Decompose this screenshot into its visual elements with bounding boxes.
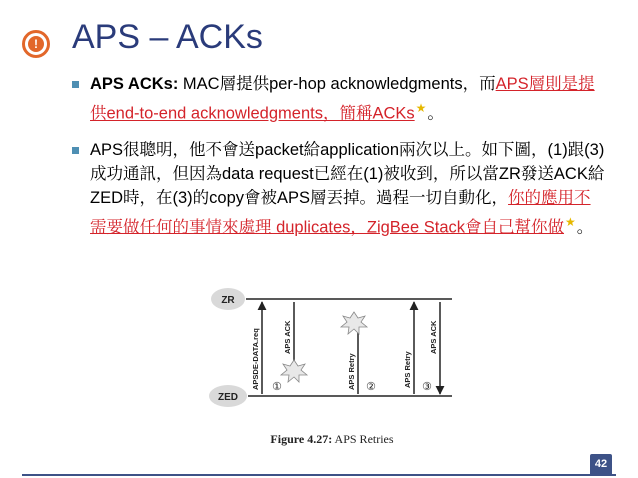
- caption-text: APS Retries: [334, 432, 394, 446]
- caption-label: Figure 4.27:: [270, 432, 333, 446]
- alert-icon: !: [22, 30, 50, 58]
- label-aps-retry: APS Retry: [403, 351, 412, 388]
- step-marker-3: ③: [422, 380, 432, 393]
- bullet-aps-dup: [72, 138, 607, 240]
- highlight-text: APS層則是提供end-to-end acknowledgments，簡稱ACKs: [90, 75, 595, 123]
- star-icon: ★: [415, 101, 427, 115]
- highlight-text: 你的應用不需要做任何的事情來處理 duplicates，ZigBee Stack會自己幫你做: [90, 188, 591, 236]
- page-number: 42: [590, 454, 612, 474]
- label-aps-ack: APS ACK: [283, 320, 292, 354]
- bullet-marker-icon: [72, 81, 79, 88]
- bullet-text: APS很聰明，他不會送packet給application兩次以上。如下圖，(1)跟(3)成功通訊，但因為data request已經在(1)被收到，所以當ZR發送ACK給ZED時，在(3)的copy會被APS層丟掉。過程一切自動化，: [90, 140, 605, 207]
- bullet-tail: 。: [576, 218, 594, 236]
- collision-burst-icon: [341, 312, 367, 334]
- bullet-marker-icon: [72, 147, 79, 154]
- star-icon: ★: [565, 214, 576, 229]
- bullet-text: MAC層提供per-hop acknowledgments，而: [178, 75, 496, 93]
- figure-caption: [208, 432, 456, 447]
- zr-label: ZR: [221, 295, 235, 306]
- label-aps-retry: APS Retry: [347, 353, 356, 390]
- bullet-list: [72, 72, 607, 251]
- bullet-aps-acks: [72, 72, 607, 126]
- collision-burst-icon: [281, 360, 307, 382]
- slide-title: APS – ACKs: [72, 18, 263, 56]
- aps-retries-figure: [208, 282, 456, 412]
- bullet-tail: 。: [427, 104, 444, 123]
- zed-label: ZED: [218, 392, 238, 403]
- step-marker-2: ②: [366, 380, 376, 393]
- label-data-req: APSDE-DATA.req: [251, 328, 260, 390]
- step-marker-1: ①: [272, 380, 282, 393]
- label-aps-ack: APS ACK: [429, 320, 438, 354]
- bullet-lead: APS ACKs:: [90, 75, 179, 93]
- footer-divider: [22, 474, 616, 476]
